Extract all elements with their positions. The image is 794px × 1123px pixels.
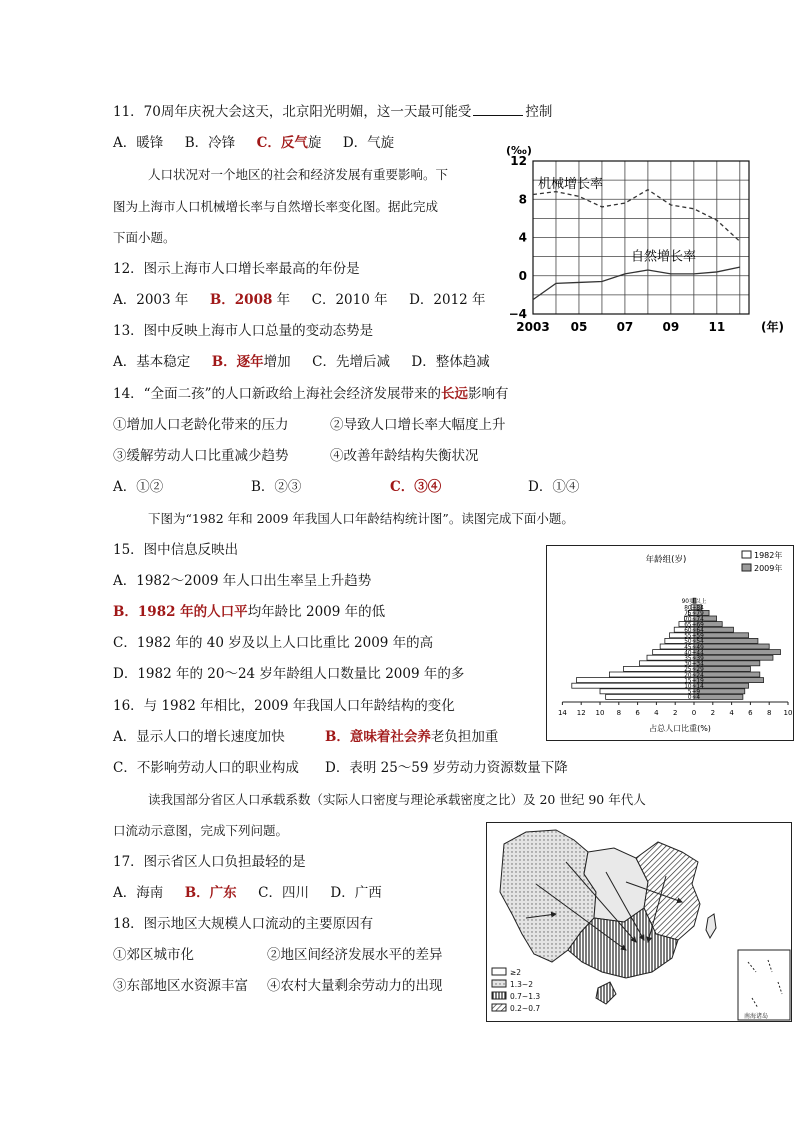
q14-option-b[interactable]: B．②③ bbox=[251, 479, 302, 495]
series-label-natural: 自然增长率 bbox=[631, 249, 697, 265]
q14-stem: 14．“全面二孩”的人口新政给上海社会经济发展带来的长远影响有 bbox=[113, 386, 509, 402]
bar-2009 bbox=[694, 655, 773, 660]
intro1-line1: 人口状况对一个地区的社会和经济发展有重要影响。下 bbox=[148, 167, 449, 182]
intro3-line1: 读我国部分省区人口承载系数（实际人口密度与理论承载密度之比）及 20 世纪 90 年代人 bbox=[148, 792, 646, 807]
q14-option-c[interactable]: C．③④ bbox=[390, 479, 442, 495]
age-group-label: 50~54 bbox=[684, 639, 704, 646]
legend-label-2: 1.3~2 bbox=[510, 980, 533, 989]
x-tick-label: 11 bbox=[708, 320, 726, 334]
age-group-label: 90岁以上 bbox=[681, 599, 707, 605]
q17-option-d[interactable]: D．广西 bbox=[330, 885, 382, 901]
x-tick-label: 6 bbox=[748, 709, 753, 717]
age-group-label: 70~74 bbox=[684, 616, 704, 623]
bar-2009 bbox=[694, 650, 780, 655]
q12-options bbox=[113, 291, 486, 309]
inset-label: 南海诸岛 bbox=[744, 1013, 769, 1020]
bar-1982 bbox=[572, 683, 694, 688]
x-tick-label: 2 bbox=[710, 709, 716, 717]
q14-statement-4: ④改善年龄结构失衡状况 bbox=[330, 448, 479, 464]
x-tick-label: 10 bbox=[595, 709, 605, 717]
intro1-line2: 图为上海市人口机械增长率与自然增长率变化图。据此完成 bbox=[113, 199, 439, 214]
q15-option-c[interactable]: C．1982 年的 40 岁及以上人口比重比 2009 年的高 bbox=[113, 635, 434, 651]
age-group-label: 80~84 bbox=[684, 605, 704, 612]
bar-2009 bbox=[694, 678, 764, 683]
q16-option-d[interactable]: D．表明 25～59 岁劳动力资源数量下降 bbox=[325, 760, 568, 776]
growth-rate-chart bbox=[496, 142, 788, 338]
age-group-label: 20~24 bbox=[684, 672, 704, 679]
y-tick-label: −4 bbox=[508, 307, 527, 321]
x-tick-label: 2003 bbox=[516, 320, 550, 334]
q15-stem: 15．图中信息反映出 bbox=[113, 542, 239, 558]
q13-stem: 13．图中反映上海市人口总量的变动态势是 bbox=[113, 323, 374, 339]
x-tick-label: 6 bbox=[635, 709, 640, 717]
south-sea-inset bbox=[738, 950, 790, 1020]
q12-option-c[interactable]: C．2010 年 bbox=[311, 292, 388, 308]
q12-option-a[interactable]: A．2003 年 bbox=[113, 292, 189, 308]
legend-label-4: 0.2~0.7 bbox=[510, 1004, 541, 1013]
q13-options bbox=[113, 353, 490, 371]
legend-swatch-2009 bbox=[742, 564, 751, 571]
x-axis-unit: (年) bbox=[761, 320, 784, 334]
q18-statement-2: ②地区间经济发展水平的差异 bbox=[267, 947, 443, 963]
bar-1982 bbox=[600, 689, 694, 694]
q16-stem: 16．与 1982 年相比，2009 年我国人口年龄结构的变化 bbox=[113, 698, 455, 714]
q14-option-d[interactable]: D．①④ bbox=[528, 479, 580, 495]
age-group-label: 15~19 bbox=[684, 678, 704, 685]
bar-1982 bbox=[609, 672, 694, 677]
legend-swatch-1982 bbox=[742, 551, 751, 558]
series-label-mechanical: 机械增长率 bbox=[538, 176, 604, 192]
x-tick-label: 10 bbox=[783, 709, 793, 717]
q14-statement-2: ②导致人口增长率大幅度上升 bbox=[330, 417, 506, 433]
population-map bbox=[486, 822, 792, 1022]
x-tick-label: 8 bbox=[616, 709, 622, 717]
intro2: 下图为“1982 年和 2009 年我国人口年龄结构统计图”。读图完成下面小题。 bbox=[148, 511, 574, 526]
q18-stem: 18．图示地区大规模人口流动的主要原因有 bbox=[113, 916, 374, 932]
q17-option-c[interactable]: C．四川 bbox=[258, 885, 309, 901]
x-tick-label: 4 bbox=[729, 709, 734, 717]
q11-option-a[interactable]: A．暖锋 bbox=[113, 135, 164, 151]
intro1-line3: 下面小题。 bbox=[113, 230, 176, 245]
q18-statement-4: ④农村大量剩余劳动力的出现 bbox=[267, 978, 443, 994]
q12-option-d[interactable]: D．2012 年 bbox=[409, 292, 486, 308]
bar-1982 bbox=[577, 678, 695, 683]
q15-option-a[interactable]: A．1982～2009 年人口出生率呈上升趋势 bbox=[113, 573, 372, 589]
x-tick-label: 8 bbox=[766, 709, 772, 717]
q12-option-b[interactable]: B．2008 年 bbox=[209, 292, 291, 308]
x-tick-label: 09 bbox=[662, 320, 680, 334]
legend-label-2009: 2009年 bbox=[754, 564, 783, 573]
legend-label-1: ≥2 bbox=[510, 968, 522, 977]
q17-options bbox=[113, 884, 382, 902]
answer-blank bbox=[473, 103, 523, 116]
age-group-label: 40~44 bbox=[684, 650, 704, 657]
bar-2009 bbox=[694, 644, 769, 649]
q14-option-a[interactable]: A．①② bbox=[113, 479, 164, 495]
q16-option-c[interactable]: C．不影响劳动人口的职业构成 bbox=[113, 760, 299, 776]
q15-option-d[interactable]: D．1982 年的 20～24 岁年龄组人口数量比 2009 年的多 bbox=[113, 666, 465, 682]
y-tick-label: 0 bbox=[518, 268, 527, 283]
x-tick-label: 12 bbox=[576, 709, 586, 717]
q11-option-b[interactable]: B．冷锋 bbox=[184, 135, 236, 151]
y-tick-label: 12 bbox=[510, 154, 527, 168]
q18-statement-1: ①郊区城市化 bbox=[113, 947, 194, 963]
age-pyramid-chart bbox=[546, 545, 794, 741]
q14-statement-1: ①增加人口老龄化带来的压力 bbox=[113, 417, 289, 433]
age-group-label: 55~59 bbox=[684, 633, 704, 640]
y-tick-label: 8 bbox=[518, 192, 527, 207]
x-tick-label: 0 bbox=[691, 709, 697, 717]
x-tick-label: 4 bbox=[654, 709, 659, 717]
series-line-1 bbox=[533, 190, 740, 242]
q16-option-b[interactable]: B．意味着社会养老负担加重 bbox=[325, 729, 499, 745]
x-tick-label: 2 bbox=[672, 709, 678, 717]
bar-2009 bbox=[694, 672, 760, 677]
age-group-label: 65~69 bbox=[684, 622, 704, 629]
q14-statement-3: ③缓解劳动人口比重减少趋势 bbox=[113, 448, 289, 464]
x-tick-label: 07 bbox=[616, 320, 634, 334]
age-group-label: 10~14 bbox=[684, 684, 704, 690]
q12-stem: 12．图示上海市人口增长率最高的年份是 bbox=[113, 261, 360, 277]
q11-options bbox=[113, 134, 394, 152]
age-group-label: 35~39 bbox=[684, 656, 704, 662]
y-tick-label: 4 bbox=[518, 230, 527, 245]
age-group-label: 30~34 bbox=[684, 661, 704, 668]
legend-label-3: 0.7~1.3 bbox=[510, 992, 541, 1001]
age-group-label: 25~29 bbox=[684, 667, 704, 674]
q16-option-a[interactable]: A．显示人口的增长速度加快 bbox=[113, 729, 285, 745]
q17-option-a[interactable]: A．海南 bbox=[113, 885, 164, 901]
q11-option-c[interactable]: C．反气旋 bbox=[256, 135, 322, 151]
q13-option-c[interactable]: C．先增后减 bbox=[312, 354, 390, 370]
q11-option-d[interactable]: D．气旋 bbox=[342, 135, 395, 151]
age-group-label: 5~9 bbox=[687, 689, 701, 696]
age-group-label: 60~64 bbox=[684, 628, 704, 634]
q11-stem: 11．70周年庆祝大会这天，北京阳光明媚，这一天最可能受 控制 bbox=[113, 104, 553, 120]
x-tick-label: 05 bbox=[570, 320, 588, 334]
q18-statement-3: ③东部地区水资源丰富 bbox=[113, 978, 248, 994]
q15-option-b[interactable]: B．1982 年的人口平均年龄比 2009 年的低 bbox=[113, 604, 386, 620]
bar-2009 bbox=[694, 661, 760, 666]
q13-option-a[interactable]: A．基本稳定 bbox=[113, 354, 191, 370]
x-axis-label: 占总人口比重(%) bbox=[649, 724, 711, 733]
intro3-line2: 口流动示意图，完成下列问题。 bbox=[113, 823, 289, 838]
x-tick-label: 14 bbox=[557, 709, 567, 717]
age-group-label: 45~49 bbox=[684, 644, 704, 651]
bar-2009 bbox=[694, 694, 743, 699]
q13-option-b[interactable]: B．逐年增加 bbox=[211, 354, 291, 370]
age-group-label: 0~4 bbox=[687, 695, 701, 702]
bar-1982 bbox=[606, 694, 694, 699]
q17-stem: 17．图示省区人口负担最轻的是 bbox=[113, 854, 306, 870]
legend-label-1982: 1982年 bbox=[754, 551, 783, 560]
y-axis-unit: (‰) bbox=[506, 144, 532, 157]
q17-option-b[interactable]: B．广东 bbox=[184, 885, 237, 901]
y-axis-title: 年龄组(岁) bbox=[645, 555, 687, 565]
q13-option-d[interactable]: D．整体趋减 bbox=[411, 354, 490, 370]
age-group-label: 75~79 bbox=[684, 611, 704, 618]
